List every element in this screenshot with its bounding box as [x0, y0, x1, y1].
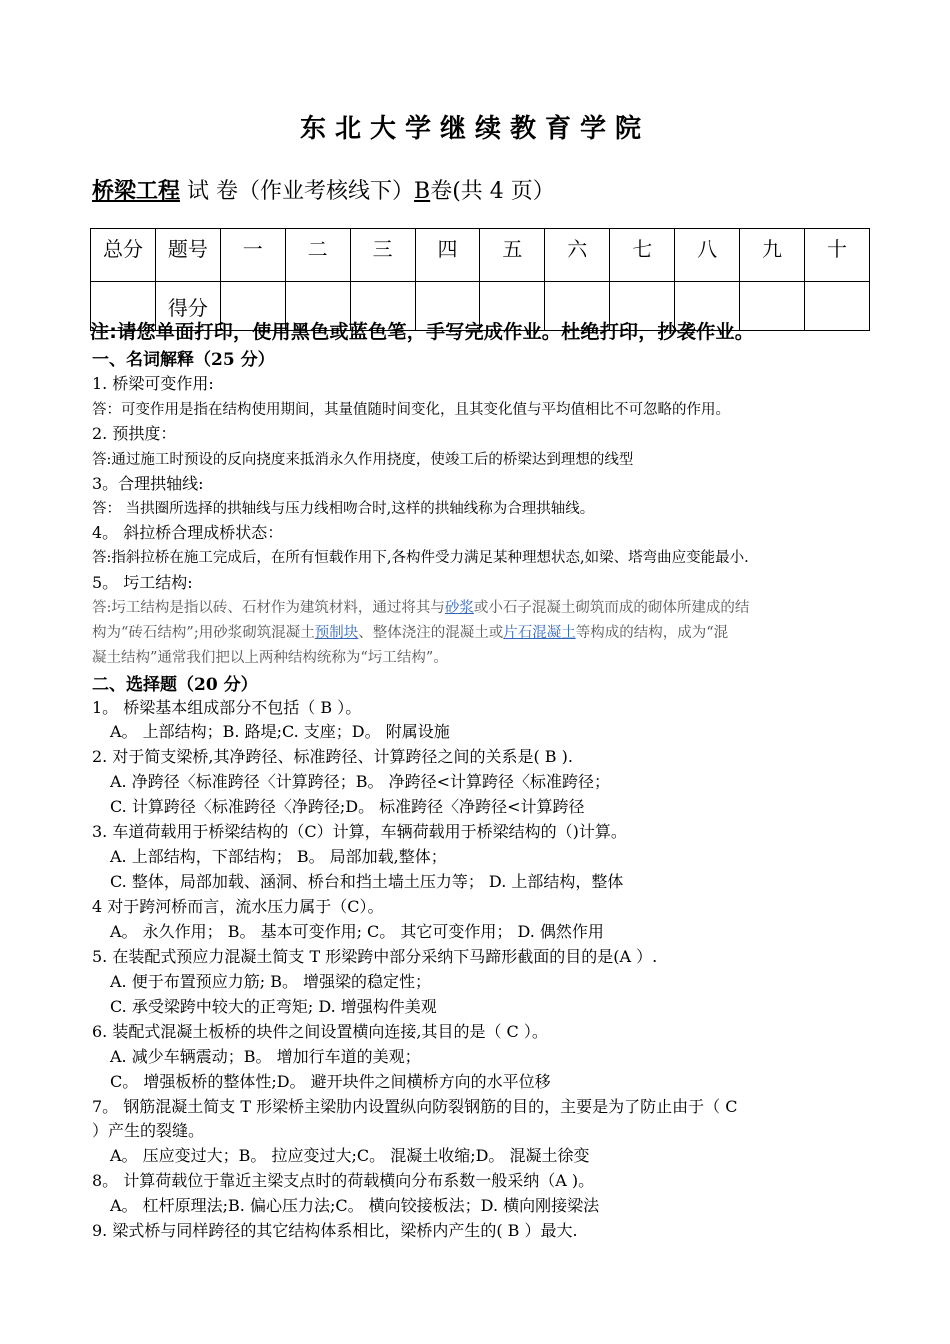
score-cell: 七 — [610, 229, 675, 282]
answer-text: 答： 当拱圈所选择的拱轴线与压力线相吻合时,这样的拱轴线称为合理拱轴线。 — [92, 501, 595, 517]
answer-fragment: 等构成的结构，成为“混 — [575, 625, 729, 641]
score-row-label: 得分 — [155, 282, 220, 331]
print-notice: 注:请您单面打印，使用黑色或蓝色笔，手写完成作业。杜绝打印，抄袭作业。 — [90, 321, 755, 343]
volume-letter: B — [414, 179, 431, 204]
subtitle-mid: 试 卷（作业考核线下） — [187, 179, 415, 204]
score-cell: 题号 — [155, 229, 220, 282]
question-text: 4 对于跨河桥而言，流水压力属于（C）。 — [92, 897, 384, 916]
answer-text — [92, 596, 749, 617]
exam-subtitle — [92, 174, 555, 205]
question-text: ）产生的裂缝。 — [92, 1121, 205, 1140]
question-text: 7。 钢筋混凝土简支 T 形梁桥主梁肋内设置纵向防裂钢筋的目的，主要是为了防止由于（ C — [92, 1097, 738, 1116]
question-text: 1. 桥梁可变作用: — [92, 374, 214, 393]
option-text: A。 杠杆原理法;B. 偏心压力法;C。 横向铰接板法；D. 横向刚接梁法 — [110, 1196, 600, 1215]
section1-heading: 一、名词解释（25 分） — [92, 350, 275, 370]
question-text: 5。 圬工结构: — [92, 573, 193, 592]
option-text: A。 压应变过大；B。 拉应变过大;C。 混凝土收缩;D。 混凝土徐变 — [110, 1146, 590, 1165]
option-text: C. 整体，局部加载、涵洞、桥台和挡土墙土压力等； D. 上部结构，整体 — [110, 872, 624, 891]
question-text: 3。合理拱轴线: — [92, 474, 204, 493]
score-cell: 五 — [480, 229, 545, 282]
link-precast-block[interactable]: 预制块 — [314, 625, 359, 641]
option-text: A。 上部结构；B. 路堤;C. 支座；D。 附属设施 — [110, 722, 450, 741]
option-text: C. 承受梁跨中较大的正弯矩; D. 增强构件美观 — [110, 997, 437, 1016]
question-text: 8。 计算荷载位于靠近主梁支点时的荷载横向分布系数一般采纳（A )。 — [92, 1171, 595, 1190]
option-text: A. 便于布置预应力筋; B。 增强梁的稳定性； — [110, 972, 432, 991]
question-text: 1。 桥梁基本组成部分不包括（ B ）。 — [92, 698, 362, 717]
score-cell: 九 — [740, 229, 805, 282]
course-name: 桥梁工程 — [92, 178, 181, 204]
answer-text: 凝土结构”通常我们把以上两种结构统称为“圬工结构”。 — [92, 650, 448, 666]
score-cell: 十 — [804, 229, 869, 282]
option-text: A. 净跨径〈标准跨径〈计算跨径；B。 净跨径<计算跨径〈标准跨径； — [110, 772, 610, 791]
score-cell: 总分 — [91, 229, 156, 282]
score-cell: 一 — [220, 229, 285, 282]
score-blank — [804, 282, 869, 331]
answer-text — [92, 621, 728, 642]
score-cell: 六 — [545, 229, 610, 282]
option-text: A。 永久作用； B。 基本可变作用; C。 其它可变作用； D. 偶然作用 — [110, 922, 604, 941]
subtitle-end: 卷(共 4 页） — [430, 179, 555, 204]
answer-fragment: 答:圬工结构是指以砖、石材作为建筑材料，通过将其与 — [92, 600, 445, 616]
answer-text: 答:通过施工时预设的反向挠度来抵消永久作用挠度，使竣工后的桥梁达到理想的线型 — [92, 452, 634, 468]
score-cell: 八 — [675, 229, 740, 282]
option-text: A. 减少车辆震动；B。 增加行车道的美观； — [110, 1047, 421, 1066]
answer-fragment: 、整体浇注的混凝土或 — [358, 625, 504, 641]
question-text: 3. 车道荷载用于桥梁结构的（C）计算，车辆荷载用于桥梁结构的（)计算。 — [92, 822, 627, 841]
question-text: 5. 在装配式预应力混凝土简支 T 形梁跨中部分采纳下马蹄形截面的目的是(A ）. — [92, 947, 658, 966]
answer-text: 答:指斜拉桥在施工完成后，在所有恒载作用下,各构件受力满足某种理想状态,如梁、塔弯曲应变能最小. — [92, 550, 749, 566]
option-text: A. 上部结构，下部结构； B。 局部加载,整体； — [110, 847, 447, 866]
score-cell: 二 — [285, 229, 350, 282]
section2-heading: 二、选择题（20 分） — [92, 675, 258, 695]
answer-fragment: 构为“砖石结构”;用砂浆砌筑混凝土 — [92, 625, 315, 641]
option-text: C。 增强板桥的整体性;D。 避开块件之间横桥方向的水平位移 — [110, 1072, 551, 1091]
option-text: C. 计算跨径〈标准跨径〈净跨径;D。 标准跨径〈净跨径<计算跨径 — [110, 797, 585, 816]
page-title: 东北大学继续教育学院 — [299, 114, 650, 144]
answer-fragment: 或小石子混凝土砌筑而成的砌体所建成的结 — [473, 600, 750, 616]
question-text: 9. 梁式桥与同样跨径的其它结构体系相比，梁桥内产生的( B ）最大. — [92, 1221, 578, 1240]
question-text: 4。 斜拉桥合理成桥状态： — [92, 523, 284, 542]
question-text: 6. 装配式混凝土板桥的块件之间设置横向连接,其目的是（ C ）。 — [92, 1022, 548, 1041]
score-cell: 四 — [415, 229, 480, 282]
question-text: 2. 对于简支梁桥,其净跨径、标准跨径、计算跨径之间的关系是( B ). — [92, 747, 573, 766]
score-table-header-row — [91, 229, 870, 282]
score-table — [90, 228, 870, 331]
answer-text: 答：可变作用是指在结构使用期间，其量值随时间变化，且其变化值与平均值相比不可忽略的作用。 — [92, 402, 730, 418]
question-text: 2. 预拱度： — [92, 424, 177, 443]
score-cell: 三 — [350, 229, 415, 282]
link-rubble-concrete[interactable]: 片石混凝土 — [503, 625, 576, 641]
link-mortar[interactable]: 砂浆 — [444, 600, 474, 616]
